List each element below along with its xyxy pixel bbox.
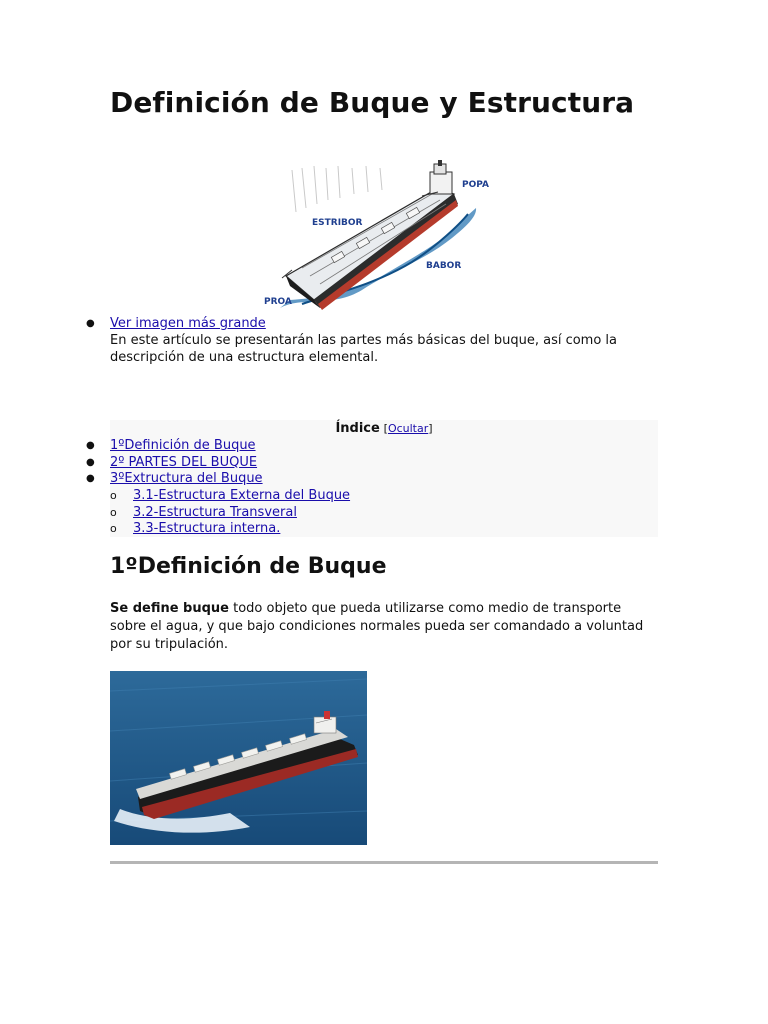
toc-header: Índice [Ocultar] [335, 421, 433, 436]
view-larger-image-link[interactable]: Ver imagen más grande [110, 316, 266, 331]
definition-paragraph [110, 600, 650, 654]
ship-parts-diagram [262, 158, 494, 314]
toc-item-partes[interactable]: 2º PARTES DEL BUQUE [110, 455, 258, 470]
bullet-dot: ● [86, 440, 95, 451]
page-title: Definición de Buque y Estructura [110, 86, 635, 119]
bulk-carrier-photo [110, 671, 367, 845]
bullet-dot: ● [86, 457, 95, 468]
label-babor: BABOR [426, 261, 462, 271]
toc-subitem-interna[interactable]: 3.3-Estructura interna. [133, 521, 281, 536]
label-popa: POPA [462, 180, 489, 190]
label-proa: PROA [264, 297, 292, 307]
sub-bullet-marker: o [110, 522, 117, 535]
intro-paragraph: En este artículo se presentarán las partes más básicas del buque, así como la descripción de una estructura elemental. [110, 333, 618, 365]
toc-subitem-transversal[interactable]: 3.2-Estructura Transveral [133, 505, 297, 520]
horizontal-rule [110, 861, 658, 864]
toc-subitem-externa[interactable]: 3.1-Estructura Externa del Buque [133, 488, 351, 503]
sub-bullet-marker: o [110, 506, 117, 519]
toc-item-definicion[interactable]: 1ºDefinición de Buque [110, 438, 256, 453]
bullet-dot: ● [86, 318, 95, 329]
toc-item-estructura[interactable]: 3ºExtructura del Buque [110, 471, 263, 486]
definition-lead: Se define buque [110, 601, 229, 616]
definition-text: todo objeto que pueda utilizarse como medio de transporte sobre el agua, y que bajo condiciones normales pueda ser comandado a voluntad por su tripulación. [110, 601, 644, 652]
toc-heading: Índice [335, 421, 380, 436]
bullet-dot: ● [86, 473, 95, 484]
label-estribor: ESTRIBOR [312, 218, 363, 228]
toc-hide-toggle[interactable]: Ocultar [387, 422, 429, 435]
section-heading-definicion: 1ºDefinición de Buque [110, 554, 387, 579]
sub-bullet-marker: o [110, 489, 117, 502]
